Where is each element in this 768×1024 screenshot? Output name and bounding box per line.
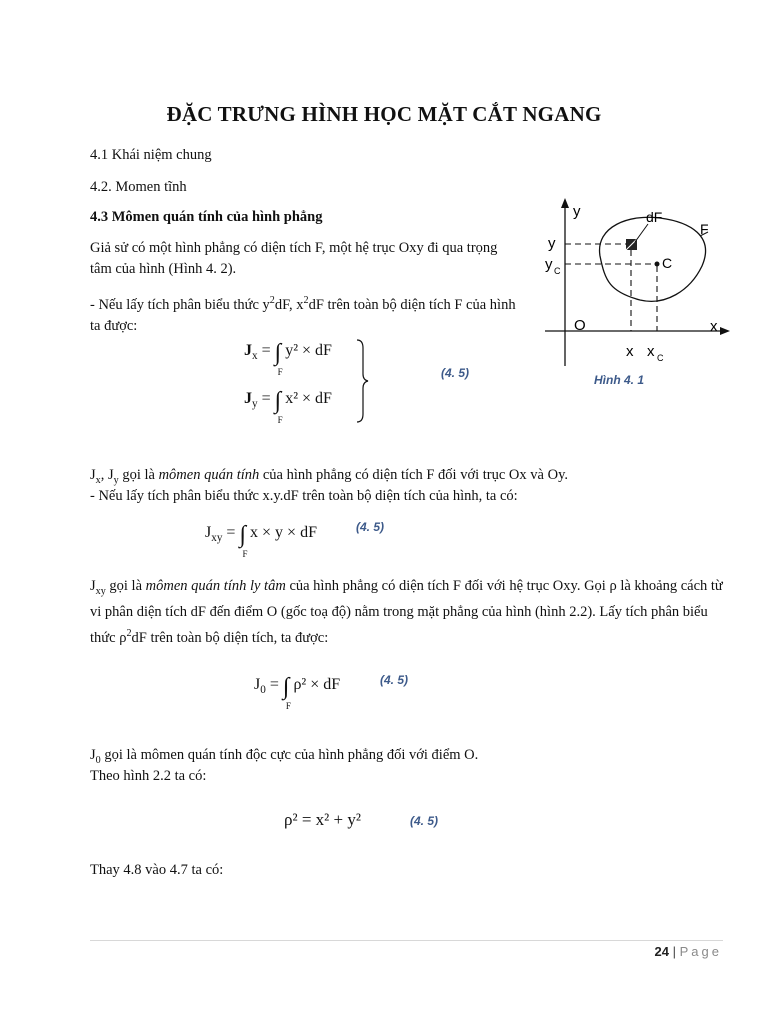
- equation-ref-4: (4. 5): [410, 814, 439, 828]
- section-4-3-heading: 4.3 Mômen quán tính của hình phẳng: [90, 209, 323, 225]
- paragraph-4: - Nếu lấy tích phân biểu thức x.y.dF trên toàn bộ diện tích của hình, ta có:: [90, 488, 518, 504]
- label-xc-sub: C: [657, 353, 664, 363]
- paragraph-6: $J_0$ gọi là mômen quán tính độc cực của hình phẳng đối với điểm O.: [90, 747, 479, 766]
- equation-ref-3: (4. 5): [380, 673, 409, 687]
- equation-j0: $J_0$ = ∫ F ρ² × dF: [254, 674, 341, 711]
- equation-ref-1: (4. 5): [441, 366, 470, 380]
- equation-ref-2: (4. 5): [356, 520, 385, 534]
- paragraph-2: - Nếu lấy tích phân biểu thức $y^2dF$, $x^2dF$ trên toàn bộ diện tích F của hình ta được:: [90, 295, 516, 334]
- equation-jxy: $J_{xy}$ = ∫ F x × y × dF: [205, 522, 317, 559]
- page-label: Page: [679, 944, 722, 959]
- equation-jx: $J_x$ = ∫ F y² × dF: [244, 340, 332, 377]
- label-dF: dF: [646, 209, 663, 225]
- section-4-2: 4.2. Momen tĩnh: [90, 179, 187, 195]
- paragraph-8: Thay 4.8 vào 4.7 ta có:: [90, 862, 224, 878]
- paragraph-3: $J_x$, $J_y$ gọi là mômen quán tính của hình phẳng có diện tích F đối với trục Ox và Oy.: [90, 467, 568, 486]
- page-number: 24: [654, 944, 670, 959]
- page-title: ĐẶC TRƯNG HÌNH HỌC MẶT CẮT NGANG: [166, 102, 602, 126]
- label-F: F: [700, 221, 709, 237]
- label-C: C: [662, 255, 673, 271]
- label-yc: y: [545, 256, 553, 273]
- paragraph-1: Giả sử có một hình phẳng có diện tích F, một hệ trục Oxy đi qua trọng tâm của hình (Hình 4. 2).: [90, 240, 498, 277]
- page-footer: 24 | Page: [654, 944, 722, 959]
- equation-jy: $J_y$ = ∫ F x² × dF: [244, 388, 332, 425]
- label-y-axis: y: [573, 203, 581, 220]
- figure-4-1: [540, 196, 740, 386]
- label-x-axis: x: [710, 318, 718, 335]
- equation-rho: ρ² = x² + y²: [284, 810, 361, 829]
- label-y-coord: y: [548, 235, 556, 252]
- paragraph-7: Theo hình 2.2 ta có:: [90, 768, 207, 784]
- label-origin: O: [574, 317, 586, 334]
- label-xc: x: [647, 343, 655, 360]
- brace-right: [355, 338, 369, 424]
- label-x-coord: x: [626, 343, 634, 360]
- label-yc-sub: C: [554, 266, 561, 276]
- section-4-1: 4.1 Khái niệm chung: [90, 147, 212, 163]
- footer-divider: [90, 940, 723, 941]
- paragraph-5: $J_{xy}$ gọi là mômen quán tính ly tâm của hình phẳng có diện tích F đối với hệ trục Oxy. Gọi ρ là khoảng cách từ vi phân diện tích dF đến điểm O (gốc toạ độ) nằm trong mặt phẳng của hình (hình 2.2). Lấy tích phân biểu thức $\rho^2dF$ trên toàn bộ diện tích, ta được:: [90, 578, 723, 646]
- figure-caption: Hình 4. 1: [594, 373, 645, 387]
